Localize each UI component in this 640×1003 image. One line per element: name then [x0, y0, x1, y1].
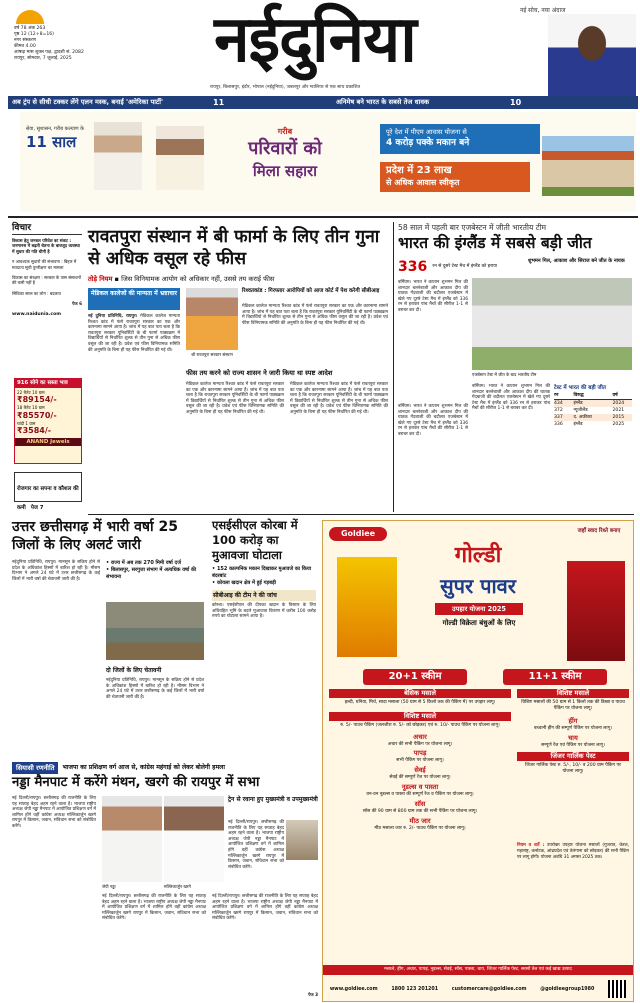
headline-big: परिवारों को [248, 138, 322, 159]
politics-strap-text: भाजपा का प्रशिक्षण वर्ग आज से, कांग्रेस महंगाई को लेकर बोलेगी हमला [62, 764, 225, 771]
rain-headline[interactable]: उत्तर छत्तीसगढ़ में भारी वर्षा 25 जिलों के लिए अलर्ट जारी [12, 519, 178, 553]
teaser-text: अब ट्रंप से सीधी टक्कर लेंगे एलन मस्क, बनाई 'अमेरिका पार्टी' [12, 98, 163, 106]
info-line: नगर संस्करण [14, 38, 37, 43]
india-body-3: बर्मिंघम। भारत ने कप्तान शुभमन गिल की शानदार बल्लेबाजी और आकाश दीप की घातक गेंदबाजी की बदौलत एजबेस्टन में खेले गए दूसरे टेस्ट मैच में इंग्लैंड को 336 रन से हराकर पांच मैचों की सीरीज 1-1 से बराबर कर दी। [472, 384, 550, 412]
divider [8, 216, 638, 218]
goldiee-corner: जहाँ स्वाद रिश्ते बनाए [577, 528, 621, 534]
kharge-photo [164, 796, 224, 882]
lead-box-title: मेडिकल कालेजों की मान्यता में भ्रष्टाचार [91, 290, 177, 297]
athlete-photo [548, 14, 636, 98]
gold-price-box[interactable] [14, 378, 82, 464]
vichar-column [12, 222, 82, 512]
table-cell: 2015 [612, 415, 625, 420]
terms-box [517, 843, 629, 929]
masthead-info [14, 26, 94, 76]
cm-photo [156, 126, 204, 190]
scheme-block-title: विशिष्ट मसाले [517, 689, 629, 698]
teaser-text: अनिमेष बने भारत के सबसे तेज धावक [336, 98, 430, 106]
rain-body: नईदुनिया प्रतिनिधि, रायपुर। मानसून के सक्रिय होने से प्रदेश के अधिकांश हिस्सों में बारिश हो रही है। मौसम विभाग ने अगले 24 घंटे में उत्तर छत्तीसगढ़ के कई जिलों में भारी वर्षा की चेतावनी जारी की है। [12, 560, 100, 582]
team-photo [472, 278, 632, 370]
product-pack-left [337, 557, 397, 657]
lead-strap: तोड़े नियम ▪ जिस विनियामक आयोग को अधिकार नहीं, उससे तय कराई फीस [88, 275, 275, 283]
gold-row-label: 18 कैरेट 10 ग्राम [17, 405, 45, 411]
secl-bullet-text: कोयला खदान क्षेत्र में हुई गड़बड़ी [216, 580, 276, 586]
goldiee-ad[interactable] [322, 520, 634, 1002]
goldiee-brand: Goldiee [329, 527, 387, 541]
secl-story [212, 518, 316, 758]
column-divider [393, 222, 394, 512]
terms-text: उपरोक्त उपहार योजना मसालों (गुजरात, केरल, महाराष्ट्र, कर्नाटक, आंध्रप्रदेश एवं तेलंगाना को छोड़कर) की सभी पैकिंग पर लागू होगी। योजना अवधि 31 अगस्त 2025 तक। [517, 843, 629, 860]
lead-box [88, 288, 180, 310]
lead-side-title: रिश्वतकांड : गिरफ्तार आरोपियों को आज कोर्ट में पेश करेगी सीबीआइ [242, 288, 380, 294]
records-table [554, 384, 632, 474]
politics-story [12, 762, 318, 1002]
politics-headline[interactable]: नड्डा मैनपाट में करेंगे मंथन, खरगे की रायपुर में सभा [12, 775, 260, 790]
scheme-block-text: सम्पूर्ण रेंज एवं पैकिंग पर योजना लागू। [541, 743, 605, 749]
scheme-block-title: सॉस [414, 799, 426, 808]
secl-bullet: • कोयला खदान क्षेत्र में हुई गड़बड़ी [212, 580, 276, 586]
lead-kicker: तोड़े नियम [88, 275, 113, 283]
politics-strap [12, 762, 318, 774]
table-cell: द. अफ्रीका [573, 415, 592, 420]
goldiee-for: गोल्डी विक्रेता बंधुओं के लिए [442, 619, 516, 627]
table-title: टेस्ट में भारत की बड़ी जीत [554, 385, 606, 391]
scheme-block-title: विशिष्ट मसाले [329, 712, 511, 721]
table-header-cell: वर्ष [612, 393, 618, 398]
table-row [554, 414, 632, 421]
lead-col3-body: मेडिकल कालेज मान्यता रिश्वत कांड में फंसे रावतपुरा सरकार का एक और कारनामा सामने आया है। जांच में यह बात पता चला है कि रावतपुरा सरकार यूनिवर्सिटी के बी फार्मा पाठ्यक्रम में विद्यार्थियों से निर्धारित शुल्क से तीन गुना से अधिक फीस वसूल की जा रही है। प्रवेश एवं फीस विनियामक समिति की अनुमति के बिना ही यह फीस निर्धारित की गई थी। [290, 382, 388, 415]
table-cell: 2025 [612, 422, 625, 427]
vichar-pointer[interactable]: पेज 6 [72, 301, 82, 307]
india-kicker: 58 साल में पहली बार एजबेस्टन में जीती भारतीय टीम [398, 223, 547, 232]
vichar-item[interactable]: सिंधिका सरल का लोग : बदलाव [12, 290, 61, 296]
govt-ad-banner[interactable] [20, 112, 636, 212]
secl-bullet: • 152 काल्पनिक मकान दिखाकर मुआवजे का किया बंदरबांट [212, 566, 312, 579]
scheme-block-title: चाय [568, 734, 578, 743]
scheme-block-text: बच्चानी हींग की सम्पूर्ण पैकिंग पर योजना लागू। [534, 725, 612, 731]
house-photo [542, 136, 634, 196]
scheme-block-text: मीठ मसाला जार रु. 2/- पाउच पैकिंग पर योजना लागू। [374, 825, 466, 831]
info-line: वर्ष 78 अंक 263 [14, 26, 46, 31]
jobs-text: रोजगार का सपना व कौशल की कमी [17, 486, 79, 511]
scheme-block-title: हींग [568, 716, 578, 725]
ad-headline [210, 126, 360, 190]
gold-row-value: ₹85570/- [17, 410, 57, 420]
secl-bullets [212, 566, 316, 587]
anand-brand: ANAND Jewels [15, 438, 81, 446]
margin-text: रन से दूसरे टेस्ट मैच में इंग्लैंड को हराया [432, 264, 497, 269]
teaser-page: 10 [510, 98, 522, 107]
flood-photo [106, 602, 204, 660]
years-number: 11 साल [26, 133, 77, 152]
margin-box [398, 256, 518, 276]
politics-side-body: नई दिल्ली/रायपुर। छत्तीसगढ़ की राजनीति के लिए यह सप्ताह बेहद अहम रहने वाला है। भाजपा राष्ट्रीय अध्यक्ष जेपी नड्डा मैनपाट में आयोजित प्रशिक्षण वर्ग में शामिल होंगे वहीं कांग्रेस अध्यक्ष मल्लिकार्जुन खरगे रायपुर में किसान, जवान, संविधान सभा को संबोधित करेंगे। [228, 820, 284, 870]
rain-bullet-text: बिलासपुर, सरगुजा संभाग में अत्यधिक वर्षा की संभावना [106, 567, 197, 580]
goldiee-scheme: उपहार योजना 2025 [435, 603, 523, 615]
rain-story [12, 518, 204, 758]
gold-row-label: चांदी 1 ग्राम [17, 420, 36, 426]
offer-right: 11+1 स्कीम [503, 669, 607, 685]
secl-box: सीबीआइ की टीम ने की जांच [212, 590, 316, 601]
india-headline[interactable]: भारत की इंग्लैंड में सबसे बड़ी जीत [398, 234, 592, 252]
info-line: कीमत 4.00 [14, 44, 36, 49]
lead-headline[interactable]: रावतपुरा संस्थान में बी फार्मा के लिए तीन गुना से अधिक वसूल रहे फीस [88, 227, 380, 269]
secl-body: कोरबा। एसईसीएल की दीपका खदान के विस्तार के लिए अधिग्रहित भूमि के बदले मुआवजा वितरण में करीब 100 करोड़ रुपये का घोटाला सामने आया है। [212, 603, 316, 620]
accused-photo [186, 288, 238, 350]
divider [88, 514, 634, 515]
politics-kicker: सियासी रणनीति [12, 762, 58, 774]
left-scheme-list [329, 689, 511, 929]
scheme-block-text: वन-वन नूडल्स व पास्ता की सम्पूर्ण रेंज व पैकिंग पर योजना लागू। [366, 791, 474, 797]
india-body-2: बर्मिंघम। भारत ने कप्तान शुभमन गिल की शानदार बल्लेबाजी और आकाश दीप की घातक गेंदबाजी की बदौलत एजबेस्टन में खेले गए दूसरे टेस्ट मैच में इंग्लैंड को 336 रन से हराकर पांच मैचों की सीरीज 1-1 से बराबर कर दी। [398, 404, 468, 437]
promise-line: पूरे देश में पीएम आवास योजना से [386, 128, 467, 136]
vichar-item[interactable]: विकास का संरक्षण : सरकार के पास संसाधनों की कमी नहीं है [12, 275, 81, 286]
scheme-block-title: नूडल्स व पास्ता [401, 782, 439, 791]
scheme-block-text: सॉस की 90 ग्राम से 800 ग्राम तक की सभी पैकिंग पर योजना लागू। [362, 808, 478, 814]
promise-box-2 [380, 162, 530, 192]
photo-caption: श्री रावतपुरा सरकार संस्थान [191, 352, 233, 357]
gold-row-value: ₹3584/- [17, 426, 52, 436]
scheme-block-text: सेवई की सम्पूर्ण रेंज पर योजना लागू। [389, 775, 451, 781]
teaser-right[interactable] [336, 96, 596, 109]
lead-dateline: नई दुनिया प्रतिनिधि, रायपुर। [88, 314, 138, 319]
side-note: शुभमन गिल, आकाश और सिराज बने जीत के नायक [528, 258, 625, 264]
caption-left: जेपी नड्डा [102, 884, 116, 889]
rain-bullets [106, 560, 204, 600]
rain-body-2: नईदुनिया प्रतिनिधि, रायपुर। मानसून के सक्रिय होने से प्रदेश के अधिकांश हिस्सों में बारिश हो रही है। मौसम विभाग ने अगले 24 घंटे में उत्तर छत्तीसगढ़ के कई जिलों में भारी वर्षा की चेतावनी जारी की है। [106, 678, 204, 700]
table-cell: 2021 [612, 408, 625, 413]
table-cell: इंग्लैंड [573, 401, 583, 406]
scheme-block-title: अचार [413, 732, 427, 741]
website-link[interactable]: www.goldiee.com [329, 986, 378, 992]
right-scheme-list [517, 689, 629, 839]
goldiee-title: गोल्डी [454, 543, 502, 568]
lead-body-col1 [88, 314, 180, 510]
table-row [554, 407, 632, 414]
train-photo [286, 820, 318, 860]
goldiee-subtitle: सुपर पावर [440, 574, 516, 598]
promise-line: 4 करोड़ पक्के मकान बने [386, 138, 470, 148]
table-row [554, 400, 632, 407]
scheme-block-text: हल्दी, धनिया, मिर्च, सादा मसाला (50 ग्राम से 5 किलो तक की पैकिंग में) पर उपहार लागू। [344, 700, 496, 705]
table-cell: न्यूजीलैंड [573, 408, 588, 413]
table-cell: 372 [554, 408, 563, 413]
years-caption: सेवा, सुशासन, गरीब कल्याण के [26, 126, 85, 132]
goldiee-footer-line: मसाले, हींग, अचार, पापड़, नूडल्स, सेवई, सॉस, पास्ता, चाय, जिंजर गार्लिक पेस्ट, सरसों तेल एवं कई खाद्य उत्पाद [323, 965, 633, 975]
table-header [554, 392, 632, 400]
gold-row-value: ₹89154/- [17, 395, 57, 405]
headline-small: गरीब [277, 127, 293, 136]
table-cell: इंग्लैंड [573, 422, 583, 427]
secl-bullet-text: 152 काल्पनिक मकान दिखाकर मुआवजे का किया बंदरबांट [212, 566, 312, 579]
lead-side-body: मेडिकल कालेज मान्यता रिश्वत कांड में फंसे रावतपुरा सरकार का एक और कारनामा सामने आया है। जांच में यह बात पता चला है कि रावतपुरा सरकार यूनिवर्सिटी के बी फार्मा पाठ्यक्रम में विद्यार्थियों से निर्धारित शुल्क से तीन गुना से अधिक फीस वसूल की जा रही है। प्रवेश एवं फीस विनियामक समिति की अनुमति के बिना ही यह फीस निर्धारित की गई थी। [242, 304, 388, 326]
india-story [398, 222, 634, 514]
scheme-block-text: विशिष्ट मसालों की 50 ग्राम से 1 किलो तक की डिब्बा व पाउच पैकिंग पर योजना लागू। [521, 700, 625, 711]
sun-logo-icon [16, 10, 44, 24]
state-line: से अधिक आवास स्वीकृत [386, 178, 460, 187]
qr-code-icon [608, 980, 626, 998]
tagline: नई सोच, नया अंदाज [520, 7, 566, 14]
table-cell: 434 [554, 401, 563, 406]
table-cell: 2024 [612, 401, 625, 406]
gold-title: 916 सोने का सस्ता भाव [15, 379, 81, 388]
scheme-block-text: रु. 5/- पाउच पैकिंग (जलजीरा रु. 5/- को छोड़कर) एवं रु. 10/- पाउच पैकिंग पर योजना लागू। [340, 722, 500, 728]
politics-pointer[interactable]: पेज 3 [308, 992, 318, 997]
email-link[interactable]: customercare@goldiee.com [451, 986, 527, 992]
rain-sub: दो जिलों के लिए चेतावनी [106, 667, 162, 674]
headline-end: मिला सहारा [252, 162, 318, 180]
goldiee-contact [323, 977, 633, 1001]
website[interactable]: www.naidunia.com [12, 311, 62, 317]
table-header-cell: विरुद्ध [573, 393, 584, 398]
table-cell: 337 [554, 415, 563, 420]
gold-row-label: 22 कैरेट 10 ग्राम [17, 390, 45, 395]
info-line: रायपुर, सोमवार, 7 जुलाई, 2025 [14, 56, 72, 61]
lead-col2-title: फीस तय करने को राज्य शासन ने जारी किया था स्पष्ट आदेश [186, 369, 333, 377]
secl-headline[interactable]: एसईसीएल कोरबा में 100 करोड़ का मुआवजा घोटाला [212, 518, 298, 562]
nadda-photo [102, 796, 162, 882]
vichar-item[interactable]: विकास हेतु जनबल परिवेश का संकट : जनमानस में बढ़ती चेतना के बावजूद व्यवस्था में सुधार की गति धीमी है [12, 238, 80, 254]
lead-story [88, 226, 388, 516]
lead-strap-text: जिस विनियामक आयोग को अधिकार नहीं, उससे तय कराई फीस [121, 275, 275, 283]
politics-body: नई दिल्ली/रायपुर। छत्तीसगढ़ की राजनीति के लिए यह सप्ताह बेहद अहम रहने वाला है। भाजपा राष्ट्रीय अध्यक्ष जेपी नड्डा मैनपाट में आयोजित प्रशिक्षण वर्ग में शामिल होंगे वहीं कांग्रेस अध्यक्ष मल्लिकार्जुन खरगे रायपुर में किसान, जवान, संविधान सभा को संबोधित करेंगे। [12, 796, 96, 829]
teaser-left[interactable] [12, 96, 312, 109]
politics-side-title: ट्रेन से रवाना हुए मुख्यमंत्री व उपमुख्यमंत्री [228, 796, 318, 803]
phone-number[interactable]: 1800 123 201201 [391, 986, 439, 992]
india-body: बर्मिंघम। भारत ने कप्तान शुभमन गिल की शानदार बल्लेबाजी और आकाश दीप की घातक गेंदबाजी की बदौलत एजबेस्टन में खेले गए दूसरे टेस्ट मैच में इंग्लैंड को 336 रन से हराकर पांच मैचों की सीरीज 1-1 से बराबर कर दी। [398, 280, 468, 313]
rain-bullet-text: राज्य में अब तक 270 मिमी वर्षा दर्ज [110, 560, 181, 566]
pm-photo [94, 122, 142, 190]
terms-title: नियम व शर्तें : [517, 843, 545, 848]
scheme-block-text: जिंजर गार्लिक पेस्ट रु. 5/-, 10/- व 200 ग्राम पैकिंग पर योजना लागू। [525, 763, 621, 774]
team-photo-caption: एजबेस्टन टेस्ट में जीत के बाद भारतीय टीम [472, 372, 537, 377]
edition-line: रायपुर, बिलासपुर, इंदौर, भोपाल (नईदुनिया), जबलपुर और ग्वालियर से एक साथ प्रकाशित [210, 85, 361, 90]
masthead [0, 0, 640, 98]
state-line: प्रदेश में 23 लाख [386, 165, 452, 176]
table-cell: 336 [554, 422, 563, 427]
scheme-block-title: जिंजर गार्लिक पेस्ट [517, 752, 629, 761]
scheme-block-title: सेवई [414, 766, 426, 775]
jobs-teaser[interactable] [14, 472, 82, 511]
table-header-cell: रन [554, 393, 559, 398]
product-pack-right [567, 561, 625, 661]
teaser-page: 11 [213, 98, 225, 107]
rain-bullet: • राज्य में अब तक 270 मिमी वर्षा दर्ज [106, 560, 181, 566]
ad-years [26, 126, 90, 166]
scheme-block-text: अचार की सभी पैकिंग पर योजना लागू। [387, 741, 453, 747]
table-row [554, 421, 632, 428]
rain-bullet: • बिलासपुर, सरगुजा संभाग में अत्यधिक वर्षा की संभावना [106, 567, 197, 580]
promise-box-1 [380, 124, 540, 154]
margin-number: 336 [398, 259, 428, 275]
jobs-pointer: पेज 7 [30, 505, 44, 511]
scheme-block-text: सभी पैकिंग पर योजना लागू। [396, 758, 444, 764]
social-handle[interactable]: @goldieegroup1980 [540, 986, 595, 992]
teaser-strip [8, 96, 638, 109]
scheme-block-title: बेसिक मसाले [329, 689, 511, 698]
scheme-block-title: मीठ जार [409, 816, 431, 825]
vichar-label: विचार [12, 222, 82, 235]
info-line: पृष्ठ 12 (12+8=16) [14, 32, 54, 37]
lead-col2-body: मेडिकल कालेज मान्यता रिश्वत कांड में फंसे रावतपुरा सरकार का एक और कारनामा सामने आया है। जांच में यह बात पता चला है कि रावतपुरा सरकार यूनिवर्सिटी के बी फार्मा पाठ्यक्रम में विद्यार्थियों से निर्धारित शुल्क से तीन गुना से अधिक फीस वसूल की जा रही है। प्रवेश एवं फीस विनियामक समिति की अनुमति के बिना ही यह फीस निर्धारित की गई थी। [186, 382, 284, 415]
politics-body-3: नई दिल्ली/रायपुर। छत्तीसगढ़ की राजनीति के लिए यह सप्ताह बेहद अहम रहने वाला है। भाजपा राष्ट्रीय अध्यक्ष जेपी नड्डा मैनपाट में आयोजित प्रशिक्षण वर्ग में शामिल होंगे वहीं कांग्रेस अध्यक्ष मल्लिकार्जुन खरगे रायपुर में किसान, जवान, संविधान सभा को संबोधित करेंगे। [212, 894, 318, 922]
newspaper-title: नईदुनिया [214, 3, 416, 77]
offer-left: 20+1 स्कीम [363, 669, 467, 685]
lead-body: मेडिकल कालेज मान्यता रिश्वत कांड में फंसे रावतपुरा सरकार का एक और कारनामा सामने आया है। जांच में यह बात पता चला है कि रावतपुरा सरकार यूनिवर्सिटी के बी फार्मा पाठ्यक्रम में विद्यार्थियों से निर्धारित शुल्क से तीन गुना से अधिक फीस वसूल की जा रही है। प्रवेश एवं फीस विनियामक समिति की अनुमति के बिना ही यह फीस निर्धारित की गई थी। [88, 314, 180, 353]
info-line: आषाढ़ मास शुक्ल पक्ष, द्वादशी सं. 2082 [14, 50, 84, 55]
vichar-item[interactable]: न आवश्यक सुधारों की संभावना : बिहार में मतदाता सूची पुनरीक्षण का मामला [12, 259, 77, 270]
scheme-block-title: पापड़ [413, 749, 427, 758]
politics-body-2: नई दिल्ली/रायपुर। छत्तीसगढ़ की राजनीति के लिए यह सप्ताह बेहद अहम रहने वाला है। भाजपा राष्ट्रीय अध्यक्ष जेपी नड्डा मैनपाट में आयोजित प्रशिक्षण वर्ग में शामिल होंगे वहीं कांग्रेस अध्यक्ष मल्लिकार्जुन खरगे रायपुर में किसान, जवान, संविधान सभा को संबोधित करेंगे। [102, 894, 206, 922]
caption-right: मल्लिकार्जुन खरगे [164, 884, 191, 889]
